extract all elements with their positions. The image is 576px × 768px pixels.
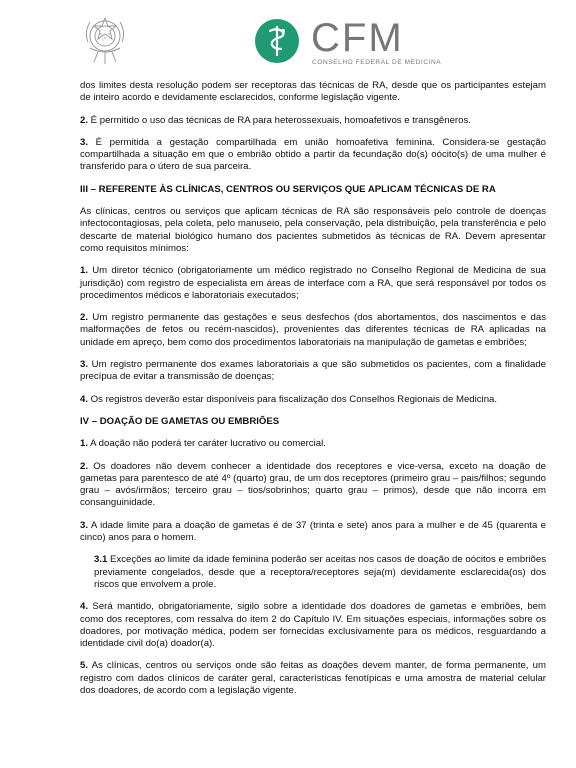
- item-number: 3.: [80, 359, 89, 371]
- item-number: 2.: [80, 460, 89, 472]
- item-number: 3.: [80, 519, 89, 531]
- paragraph-text: A doação não poderá ter caráter lucrativo ou comercial.: [88, 438, 326, 450]
- item-number: 5.: [80, 660, 89, 672]
- item-number: 4.: [80, 393, 89, 405]
- item-number: 4.: [80, 601, 89, 613]
- paragraph: [80, 265, 546, 302]
- paragraph-text: É permitida a gestação compartilhada em união homoafetiva feminina. Considera-se gestação compartilhada a situação em que o embrião obtido a partir da fecundação do(s) oócito(s) de uma mulher é transferido para o útero de sua parceira.: [80, 136, 546, 173]
- cfm-logo-icon: [254, 18, 300, 64]
- paragraph: [80, 115, 546, 127]
- item-number: 2.: [80, 114, 89, 126]
- paragraph: [80, 206, 546, 255]
- paragraph-text: Os registros deverão estar disponíveis para fiscalização dos Conselhos Regionais de Medicina.: [88, 393, 498, 405]
- section-heading: III – REFERENTE ÀS CLÍNICAS, CENTROS OU SERVIÇOS QUE APLICAM TÉCNICAS DE RA: [80, 183, 496, 195]
- item-number: 3.: [80, 136, 89, 148]
- page-header: [0, 8, 576, 70]
- paragraph-text: Um registro permanente das gestações e seus desfechos (dos abortamentos, dos nascimentos e das malformações de fetos ou recém-nascidos), provenientes das diferentes técnicas de RA aplicadas na unidade em apreço, bem como dos procedimentos laboratoriais na manipulação de gametas e embriões;: [80, 312, 546, 348]
- section-heading: IV – DOAÇÃO DE GAMETAS OU EMBRIÕES: [80, 415, 280, 427]
- paragraph: [80, 601, 546, 650]
- paragraph: [80, 137, 546, 174]
- paragraph: [94, 554, 546, 591]
- paragraph-text: Um registro permanente dos exames laboratoriais a que são submetidos os pacientes, com a finalidade precípua de evitar a transmissão de doenças;: [80, 359, 546, 383]
- cfm-logo-subtitle: CONSELHO FEDERAL DE MEDICINA: [312, 59, 442, 66]
- paragraph: [80, 359, 546, 384]
- item-number: 1.: [80, 438, 89, 450]
- paragraph: [80, 394, 546, 406]
- paragraph: [80, 438, 546, 450]
- paragraph-text: A idade limite para a doação de gametas é de 37 (trinta e sete) anos para a mulher e de 45 (quarenta e cinco) anos para o homem.: [80, 519, 546, 544]
- paragraph: [80, 312, 546, 349]
- paragraph-text: Os doadores não devem conhecer a identidade dos receptores e vice-versa, exceto na doação de gametas para parentesco de até 4º (quarto) grau, de um dos receptores (primeiro grau – pais/filhos; segundo grau – avós/irmãos; terceiro grau – tios/sobrinhos; quarto grau – primos), desde que não incorra em consanguinidade.: [80, 460, 546, 509]
- paragraph: [80, 520, 546, 545]
- brazil-coat-of-arms-icon: [80, 12, 130, 66]
- paragraph-text: As clínicas, centros ou serviços que aplicam técnicas de RA são responsáveis pelo controle de doenças infectocontagiosas, pela coleta, pelo manuseio, pela conservação, pela distribuição, pela transferência e pelo descarte de material biológico humano dos pacientes submetidos às técnicas de RA. Devem apresentar como requisitos mínimos:: [80, 206, 546, 254]
- paragraph-text: Um diretor técnico (obrigatoriamente um médico registrado no Conselho Regional de Medicina de sua jurisdição) com registro de especialista em áreas de interface com a RA, que será responsável por todos os procedimentos médicos e laboratoriais executados;: [80, 265, 546, 301]
- item-number: 1.: [80, 265, 89, 277]
- document-body: [80, 80, 546, 707]
- paragraph-text: É permitido o uso das técnicas de RA para heterossexuais, homoafetivos e transgêneros.: [88, 114, 471, 126]
- paragraph-text: As clínicas, centros ou serviços onde são feitas as doações devem manter, de forma permanente, um registro com dados clínicos de caráter geral, características fenotípicas e uma amostra de material celular dos doadores, de acordo com a legislação vigente.: [80, 660, 546, 696]
- item-number: 3.1: [94, 554, 108, 566]
- paragraph-text: Será mantido, obrigatoriamente, sigilo sobre a identidade dos doadores de gametas e embriões, bem como dos receptores, com ressalva do item 2 do Capítulo IV. Em situações especiais, informações sobre os doadores, por motivação médica, podem ser fornecidas exclusivamente para os médicos, resguardando a identidade civil do(a) doador(a).: [80, 601, 546, 650]
- paragraph: [80, 461, 546, 510]
- paragraph: [80, 80, 546, 105]
- paragraph: [80, 660, 546, 697]
- item-number: 2.: [80, 312, 89, 324]
- paragraph-text: Exceções ao limite da idade feminina poderão ser aceitas nos casos de doação de oócitos e embriões previamente congelados, desde que a receptora/receptores seja(m) devidamente esclarecida(os) dos riscos que envolvem a prole.: [94, 554, 546, 590]
- cfm-logo-text: CFM: [311, 16, 404, 60]
- paragraph-text: dos limites desta resolução podem ser receptoras das técnicas de RA, desde que os participantes estejam de inteiro acordo e devidamente esclarecidos, conforme legislação vigente.: [80, 80, 546, 104]
